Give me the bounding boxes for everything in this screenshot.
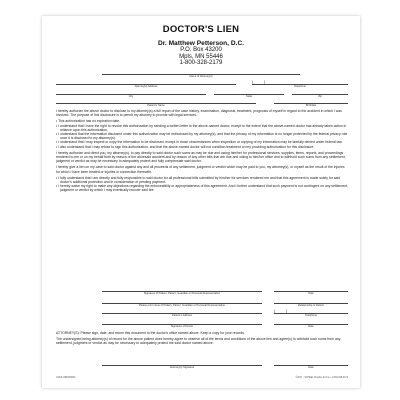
attorney-agreement-paragraph: The undersigned being attorney(s) of record for the above patient does hereby agree to observe all of the terms and conditions of the above lien and agree(s) to withhold such sums from any settlement, judgment or verdict as may be necessary to adequately protect the said doctor named above.: [56, 337, 341, 346]
phone-area-paren-close: ): [286, 308, 288, 313]
date-caption: Date: [308, 366, 314, 369]
attorney-agreement-text: [56, 331, 348, 348]
date-caption: Date: [308, 292, 314, 295]
attorney-name-caption: Name of Attorney(s): [189, 75, 213, 78]
copyright-footer: ©2017 - SCHEEL Practice Forms • 1-800-328-2179: [295, 377, 348, 379]
bullet-item: • This authorization has no expiration date.: [56, 119, 121, 124]
form-title: DOCTOR'S LIEN: [162, 24, 240, 35]
city-caption: City: [128, 95, 134, 98]
bullet-item: • I understand that the information disclosed under this authorization may be redisclosed by my attorney(s), and that the privacy of my information is no longer protected by the federal privacy rule once it is disclosed to my attorney(s).: [56, 132, 348, 141]
bullet-item: • I fully understand that I am directly and fully responsible to said doctor for all professional bills submitted by him/her for services rendered me and that this agreement is made solely for said doctor's additional protection and in consideration of pending payment.: [56, 175, 341, 185]
attorney-signature-caption: Attorney(s) Signature: [169, 366, 195, 369]
birthdate-caption: Birthdate: [305, 104, 317, 107]
lien-paragraph: I hereby give a lien on my case to said doctor against any and all proceeds of any settlement, judgment or verdict which may be paid to you, my attorney(s), or myself as the result of the injuries for which I have been treated or injuries in connection therewith.: [56, 165, 345, 174]
patient-signature-caption: Signature of Patient, Parent, Guardian or Personal Representative: [143, 292, 221, 295]
disclosure-paragraph: I hereby authorize the above doctor to disclose to my attorney(s) a full report of the case history, examination, diagnosis, treatment, prognosis of myself in regard to the accident in which I was involved. The purpose of this disclosure is to permit my attorney to provide with legal services.: [56, 109, 342, 118]
authorization-text: [56, 109, 348, 193]
telephone-caption: Telephone: [294, 85, 306, 88]
lien-form-page: [42, 16, 360, 388]
form-code: LN04L BRKMN004: [56, 377, 76, 379]
telephone-caption: Telephone: [305, 314, 317, 317]
payment-direction-paragraph: I hereby authorize and direct you, my attorney(s), to pay directly to said doctor such sums as may be due and owing him/her for professional services, supplies, items, reports, and proceedings rendered to me or on my behalf both by reason of the aforesaid accident and by reason of any other bills that are due and owing to him/her office and to withhold such sums from any settlement, judgment or verdict as may be necessary to adequately protect and fully compensate said doctor.: [56, 150, 346, 164]
print-name-caption: Please print name of Patient, Parent, Guardian or Personal Representative: [139, 304, 225, 307]
bullet-item: • I hereby waive my right to make any objections regarding the enforceability or appropriateness of this agreement. And I further understand that such payment is not contingent on any settlement, judgment or verdict by which I may eventually recover said fee.: [56, 184, 349, 193]
doctor-name: Dr. Matthew Petterson, D.C.: [157, 40, 245, 47]
state-caption: State: [245, 95, 253, 98]
zip-caption: Zip: [318, 95, 322, 98]
date-caption: Date: [308, 325, 314, 328]
patient-name-caption: Patient's Name: [147, 104, 165, 107]
attorney-address-caption: Attorney(s) Address: [134, 85, 158, 88]
bullet-item: • I also understand that I may refuse to sign this authorization, and that the above-named doctor will not condition treatment on my providing authorization for this disclosure.: [56, 144, 315, 149]
bullet-item: • I understand that I have the right to revoke this authorization by sending a written letter to the above-named doctor, except to the extent that the above-named doctor has already taken action in reliance upon this authorization.: [56, 123, 347, 132]
patient-address-caption: Patient's Address: [172, 314, 192, 317]
phone-area-paren-open: (: [252, 79, 254, 84]
doctor-address-line1: P.O. Box 43200: [180, 47, 222, 53]
bullet-item: • I understand that I may inspect or copy the information to be disclosed, except in those circumstances when inspection or copying of my information may be lawfully denied under federal law.: [56, 140, 343, 145]
doctor-signature-caption: Signature of Doctor: [170, 325, 194, 328]
phone-area-paren-open: (: [274, 308, 276, 313]
phone-area-paren-close: ): [264, 79, 266, 84]
doctor-phone: 1-800-328-2179: [179, 60, 223, 66]
doctor-address-line2: Mpls, MN 55446: [179, 53, 223, 60]
relationship-caption: Relationship to Patient: [298, 304, 324, 307]
attorney-instructions: ATTORNEY(S): Please sign, date, and return this document to the doctor's office named above. Keep a copy for your records.: [56, 331, 245, 335]
